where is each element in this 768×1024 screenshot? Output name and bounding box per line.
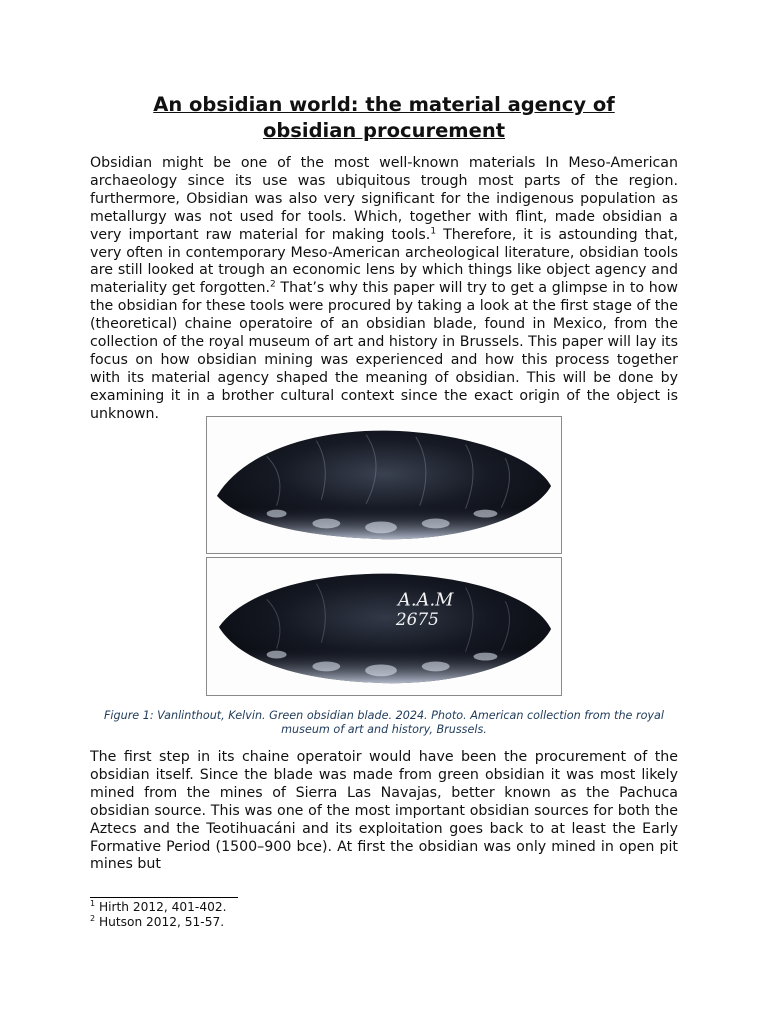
figure-caption: Figure 1: Vanlinthout, Kelvin. Green obsidian blade. 2024. Photo. American collection from the royal museum of art and history, Brussels. — [103, 709, 665, 736]
title-line-1: An obsidian world: the material agency of — [153, 93, 615, 116]
blade-photo-back — [206, 557, 562, 696]
footnote-1 — [90, 900, 226, 915]
title-line-2: obsidian procurement — [262, 119, 506, 142]
footnote-2 — [90, 915, 224, 930]
paragraph-1 — [90, 155, 678, 424]
footnote-ref-2[interactable]: 2 — [270, 279, 276, 290]
footnote-ref-1[interactable]: 1 — [430, 225, 437, 236]
inscription-line-2: 2675 — [395, 609, 439, 630]
obsidian-blade-image — [207, 558, 561, 695]
paragraph-2: The first step in its chaine operatoir would have been the procurement of the obsidian itself. Since the blade was made from green obsidian it was most likely mined from the mines of Sierra Las Navajas, better known as the Pachuca obsidian source. This was one of the most important obsidian sources for both the Aztecs and the Teotihuacáni and its exploitation goes back to at least the Early Formative Period (1500–900 bce). At first the obsidian was only mined in open pit mines but — [90, 749, 678, 873]
paper-title — [90, 92, 678, 144]
paragraph-1-text-c: That’s why this paper will try to get a glimpse in to how the obsidian for these tools were procured by taking a look at the first stage of the (theoretical) chaine operatoire of an obsidian blade, found in Mexico, from the collection of the royal museum of art and history in Brussels. This paper will lay its focus on how obsidian mining was experienced and how this process together with its material agency shaped the meaning of obsidian. This will be done by examining it in a brother cultural context since the exact origin of the object is unknown. — [90, 280, 678, 422]
obsidian-blade-image — [207, 417, 561, 553]
footnote-text: Hutson 2012, 51-57. — [95, 915, 225, 929]
paragraph-1-text-b: Therefore, it is astounding that, very often in contemporary Meso-American archeological literature, obsidian tools are still looked at trough an economic lens by which things like object agency and materiality get forgotten. — [90, 226, 679, 297]
inscription-line-1: A.A.M — [397, 589, 454, 611]
paragraph-1-text-a: Obsidian might be one of the most well-known materials In Meso-American archaeology since its use was ubiquitous trough most parts of the region. furthermore, Obsidian was also very significant for the indigenous population as metallurgy was not used for tools. Which, together with flint, made obsidian a very important raw material for making tools. — [90, 155, 678, 243]
footnote-text: Hirth 2012, 401-402. — [95, 900, 227, 914]
footnote-number: 2 — [90, 913, 96, 923]
blade-photo-front — [206, 416, 562, 554]
footnote-separator — [90, 897, 238, 898]
footnote-number: 1 — [90, 898, 96, 908]
